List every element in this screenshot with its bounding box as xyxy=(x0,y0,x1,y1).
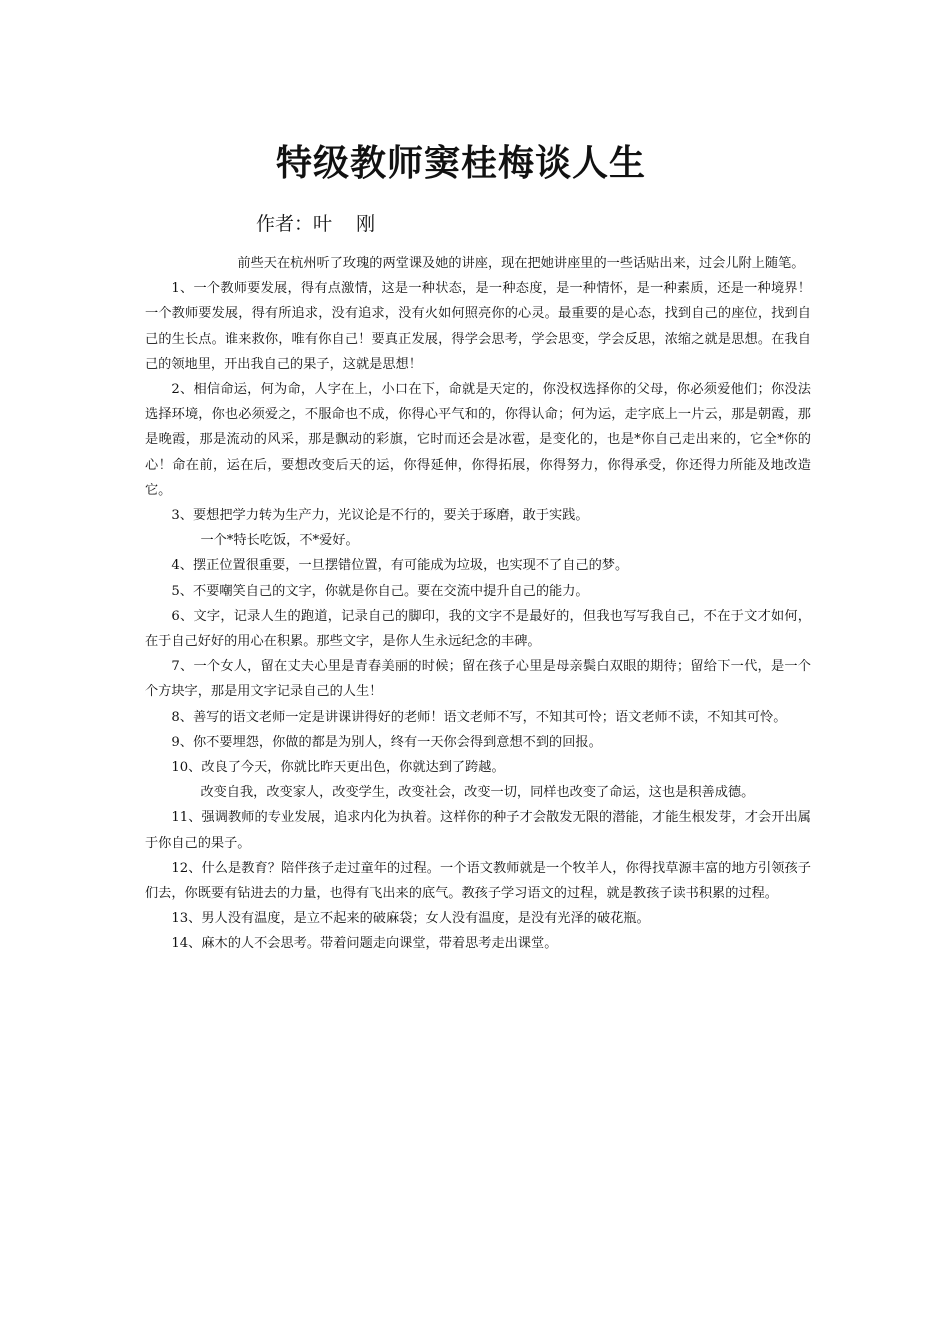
numbered-paragraph: 13、男人没有温度，是立不起来的破麻袋；女人没有温度，是没有光泽的破花瓶。 xyxy=(171,911,650,927)
numbered-paragraph: 11、强调教师的专业发展，追求内化为执着。这样你的种子才会散发无限的潜能，才能生根发芽，才会开出属于你自己的果子。 xyxy=(145,810,811,851)
numbered-paragraph: 2、相信命运，何为命，人字在上，小口在下，命就是天定的，你没权选择你的父母，你必须爱他们；你没法选择环境，你也必须爱之，不服命也不成，你得心平气和的，你得认命；何为运，走字底上一片云，那是朝霞，那是晚霞，那是流动的风采，那是飘动的彩旗，它时而还会是冰雹，是变化的，也是*你自己走出来的，它全*你的心！命在前，运在后，要想改变后天的运，你得延伸，你得拓展，你得努力，你得承受，你还得力所能及地改造它。 xyxy=(145,382,811,498)
numbered-paragraph: 8、善写的语文老师一定是讲课讲得好的老师！语文老师不写，不知其可怜；语文老师不读，不知其可怜。 xyxy=(171,709,787,725)
numbered-paragraph: 7、一个女人，留在丈夫心里是青春美丽的时候；留在孩子心里是母亲鬓白双眼的期待；留给下一代，是一个个方块字，那是用文字记录自己的人生！ xyxy=(145,659,811,700)
intro-paragraph: 前些天在杭州听了玫瑰的两堂课及她的讲座，现在把她讲座里的一些话贴出来，过会儿附上随笔。 xyxy=(237,256,805,271)
numbered-paragraph: 1、一个教师要发展，得有点激情，这是一种状态，是一种态度，是一种情怀，是一种素质，还是一种境界！一个教师要发展，得有所追求，没有追求，没有火如何照亮你的心灵。最重要的是心态，找到自己的座位，找到自己的生长点。谁来救你，唯有你自己！要真正发展，得学会思考，学会思变，学会反思，浓缩之就是思想。在我自己的领地里，开出我自己的果子，这就是思想！ xyxy=(145,281,811,372)
document-body xyxy=(145,251,811,957)
numbered-paragraph: 9、你不要埋怨，你做的都是为别人，终有一天你会得到意想不到的回报。 xyxy=(171,734,602,750)
numbered-paragraph: 3、要想把学力转为生产力，光议论是不行的，要关于琢磨，敢于实践。 xyxy=(171,508,589,524)
numbered-paragraph: 4、摆正位置很重要，一旦摆错位置，有可能成为垃圾，也实现不了自己的梦。 xyxy=(171,558,629,574)
author-line: 作者：叶 刚 xyxy=(256,213,376,235)
sub-paragraph: 一个*特长吃饭，不*爱好。 xyxy=(200,533,359,549)
numbered-paragraph: 5、不要嘲笑自己的文字，你就是你自己。要在交流中提升自己的能力。 xyxy=(171,583,589,599)
sub-paragraph: 改变自我，改变家人，改变学生，改变社会，改变一切，同样也改变了命运，这也是积善成德。 xyxy=(200,785,755,801)
document-title: 特级教师窦桂梅谈人生 xyxy=(275,143,646,184)
numbered-paragraph: 10、改良了今天，你就比昨天更出色，你就达到了跨越。 xyxy=(171,760,505,776)
numbered-paragraph: 14、麻木的人不会思考。带着问题走向课堂，带着思考走出课堂。 xyxy=(171,936,558,952)
numbered-paragraph: 12、什么是教育？陪伴孩子走过童年的过程。一个语文教师就是一个牧羊人，你得找草源丰富的地方引领孩子们去，你既要有钻进去的力量，也得有飞出来的底气。教孩子学习语文的过程，就是教孩子读书积累的过程。 xyxy=(145,860,811,902)
numbered-paragraph: 6、文字，记录人生的跑道，记录自己的脚印，我的文字不是最好的，但我也写写我自己，不在于文才如何，在于自己好好的用心在积累。那些文字，是你人生永远纪念的丰碑。 xyxy=(145,608,811,650)
